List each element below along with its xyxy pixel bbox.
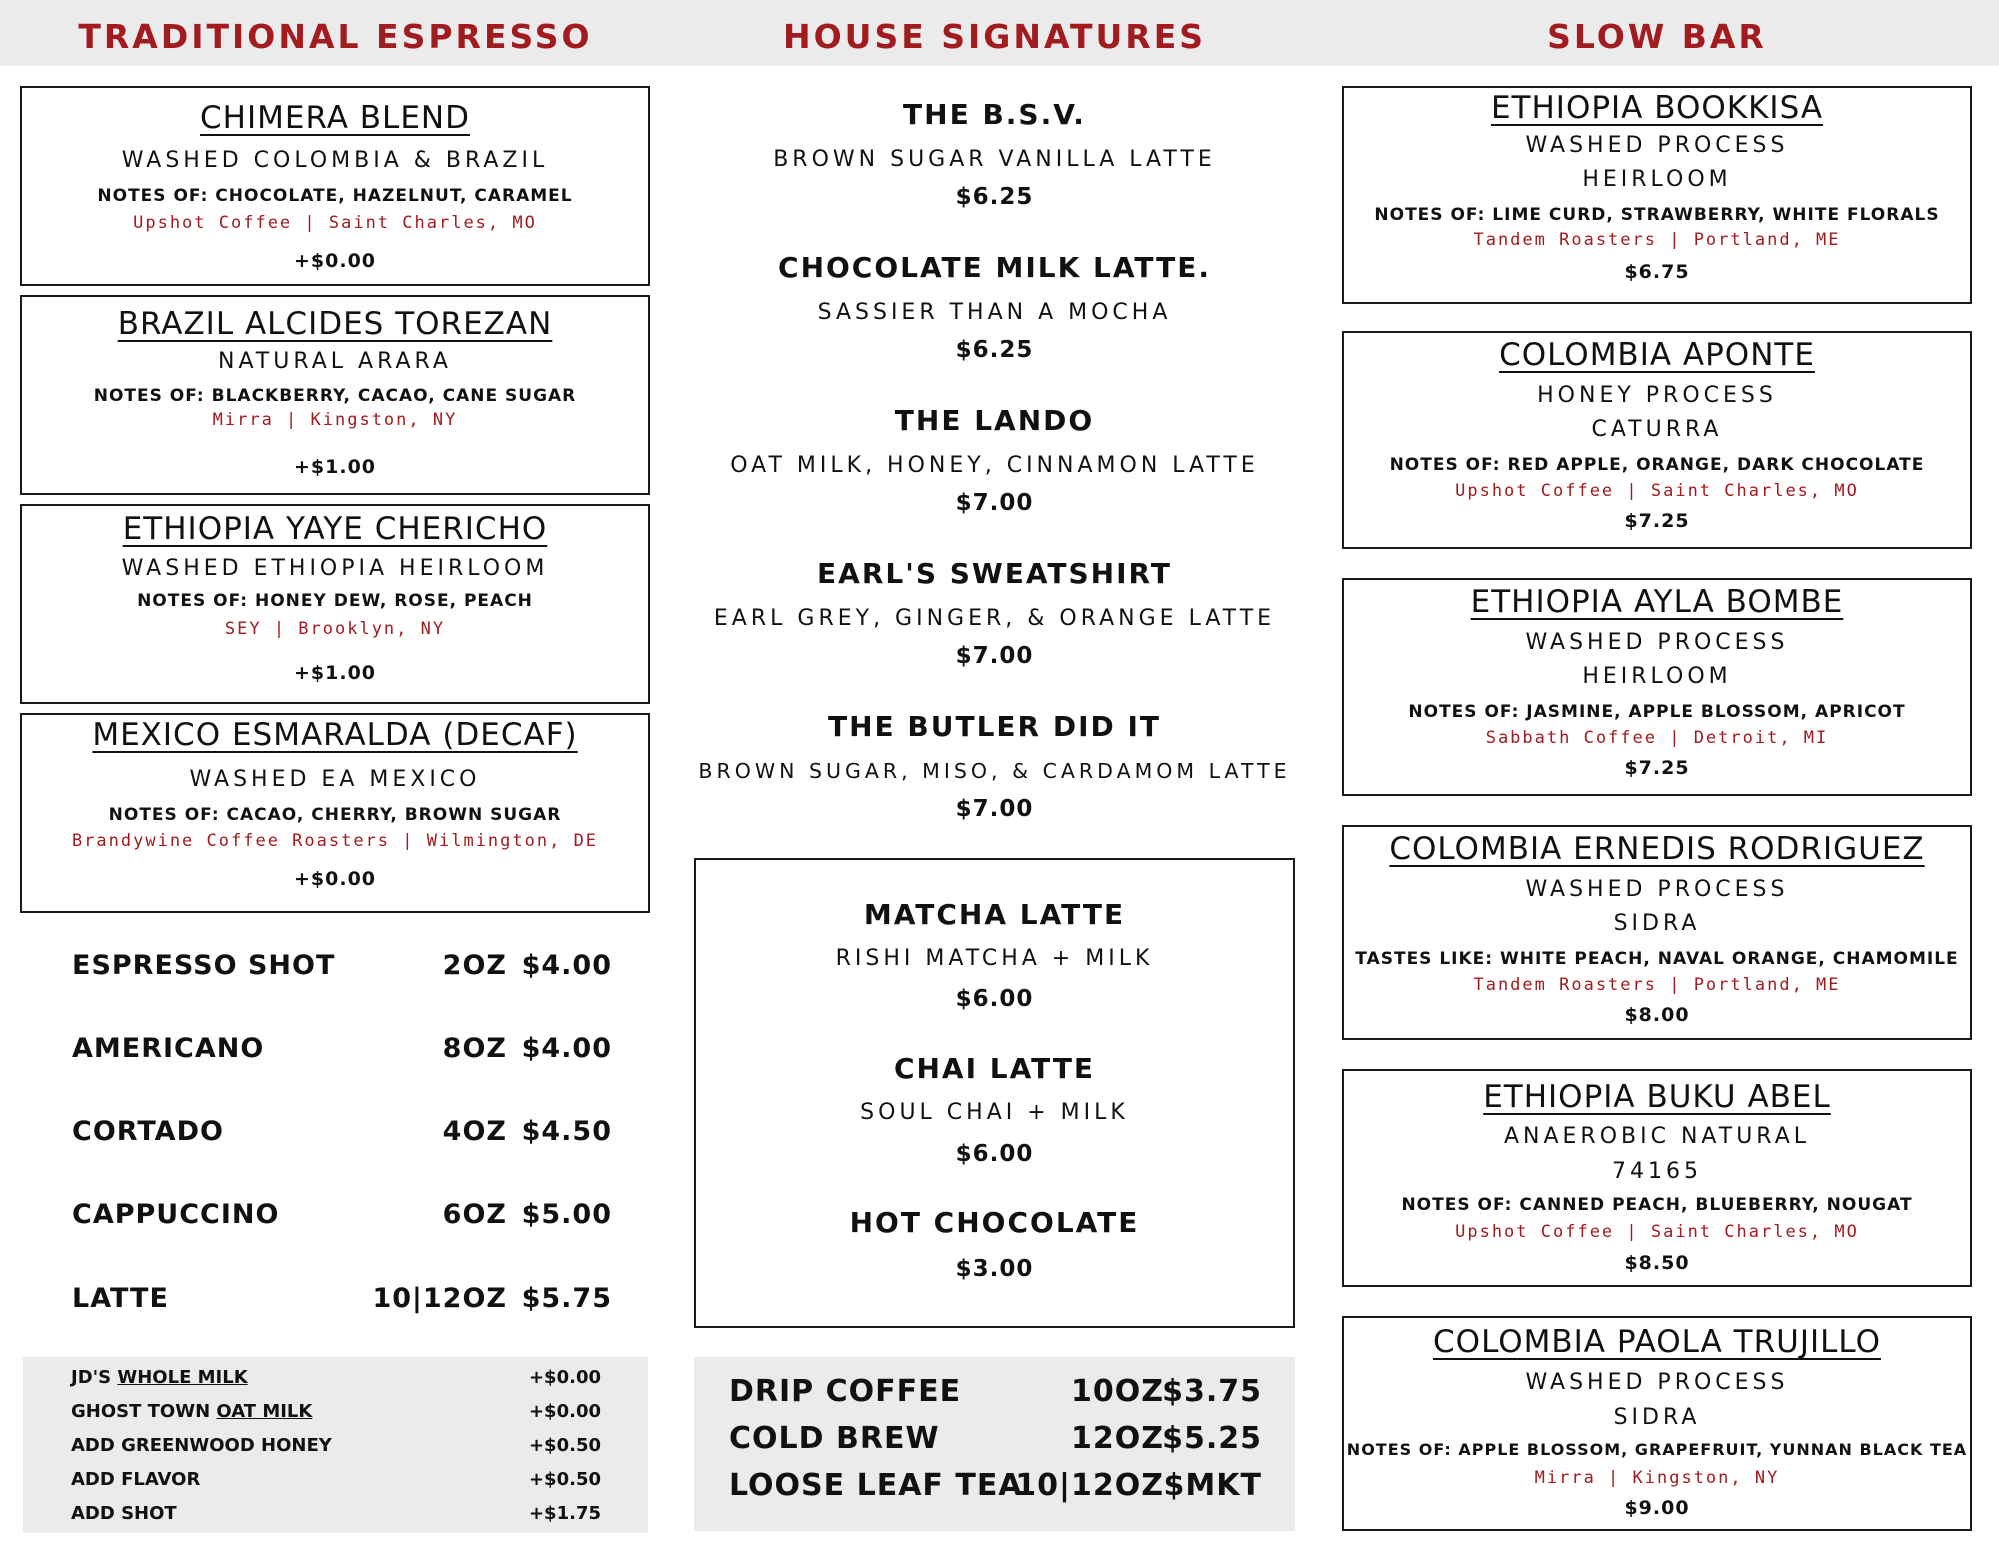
bean-notes: NOTES OF: CHOCOLATE, HAZELNUT, CARAMEL: [97, 186, 573, 206]
bean-name: ETHIOPIA YAYE CHERICHO: [122, 511, 548, 547]
signature-desc: BROWN SUGAR, MISO, & CARDAMOM LATTE: [698, 759, 1291, 783]
slow-bar-card: [1342, 825, 1972, 1040]
signature-price: $7.00: [955, 796, 1034, 822]
addon-prefix: JD'S: [71, 1367, 118, 1388]
slow-bar-roaster: Upshot Coffee | Saint Charles, MO: [1455, 481, 1859, 501]
slow-bar-name: COLOMBIA APONTE: [1499, 337, 1815, 373]
item-size: 6OZ: [442, 1199, 507, 1230]
signature-desc: EARL GREY, GINGER, & ORANGE LATTE: [713, 606, 1276, 631]
bean-price: +$0.00: [293, 250, 377, 272]
addon-price: +$0.00: [528, 1367, 601, 1388]
slow-bar-process: WASHED PROCESS: [1525, 133, 1789, 158]
item-price: $4.00: [521, 1033, 612, 1064]
addon-price: +$0.50: [528, 1469, 601, 1490]
item-size: 2OZ: [442, 950, 507, 981]
specialty-latte-box: [694, 858, 1295, 1328]
item-name: AMERICANO: [72, 1033, 265, 1064]
brewed-size: 12OZ: [1070, 1421, 1164, 1456]
brewed-row: [729, 1421, 1262, 1461]
menu-row-espresso-shot: [72, 950, 612, 990]
bean-notes: NOTES OF: CACAO, CHERRY, BROWN SUGAR: [108, 805, 562, 825]
addon-name: ADD SHOT: [71, 1503, 177, 1524]
signature-price: $6.25: [955, 184, 1034, 210]
addon-price: +$0.50: [528, 1435, 601, 1456]
addon-underlined: OAT MILK: [216, 1401, 313, 1422]
addon-name: ADD FLAVOR: [71, 1469, 201, 1490]
bean-roaster: Brandywine Coffee Roasters | Wilmington, DE: [71, 831, 599, 851]
bean-price: +$1.00: [293, 662, 377, 684]
menu-row-cappuccino: [72, 1199, 612, 1239]
addon-row: [71, 1503, 601, 1529]
slow-bar-card: [1342, 86, 1972, 304]
item-name: CAPPUCCINO: [72, 1199, 280, 1230]
slow-bar-notes: NOTES OF: APPLE BLOSSOM, GRAPEFRUIT, YUNNAN BLACK TEA: [1346, 1440, 1968, 1459]
brewed-size: 10|12OZ: [1015, 1468, 1164, 1503]
slow-bar-card: [1342, 578, 1972, 796]
slow-bar-name: COLOMBIA PAOLA TRUJILLO: [1433, 1324, 1881, 1360]
addon-name: [71, 1401, 312, 1422]
item-size: 10|12OZ: [372, 1283, 507, 1314]
bean-name: MEXICO ESMARALDA (DECAF): [92, 717, 578, 753]
espresso-bean-card: [20, 295, 650, 495]
slow-bar-notes: NOTES OF: RED APPLE, ORANGE, DARK CHOCOLATE: [1389, 455, 1925, 475]
header-slow-bar: SLOW BAR: [1547, 17, 1767, 56]
slow-bar-notes: NOTES OF: CANNED PEACH, BLUEBERRY, NOUGAT: [1401, 1195, 1913, 1215]
slow-bar-process: WASHED PROCESS: [1525, 1370, 1789, 1395]
bean-process: WASHED COLOMBIA & BRAZIL: [121, 148, 549, 173]
slow-bar-variety: HEIRLOOM: [1582, 167, 1732, 192]
slow-bar-variety: SIDRA: [1613, 1405, 1701, 1430]
signature-name: THE B.S.V.: [903, 98, 1086, 131]
bean-price: +$1.00: [293, 456, 377, 478]
bean-name: CHIMERA BLEND: [200, 100, 470, 136]
signature-price: $6.25: [955, 337, 1034, 363]
slow-bar-price: $7.25: [1624, 510, 1690, 532]
header-house-signatures: HOUSE SIGNATURES: [782, 17, 1207, 56]
slow-bar-notes: NOTES OF: LIME CURD, STRAWBERRY, WHITE FLORALS: [1374, 205, 1940, 225]
brewed-name: COLD BREW: [729, 1421, 940, 1456]
addon-price: +$0.00: [528, 1401, 601, 1422]
bean-process: WASHED ETHIOPIA HEIRLOOM: [121, 556, 549, 581]
specialty-name: CHAI LATTE: [893, 1052, 1096, 1085]
slow-bar-variety: CATURRA: [1591, 417, 1723, 442]
espresso-bean-card: [20, 86, 650, 286]
signature-desc: OAT MILK, HONEY, CINNAMON LATTE: [730, 453, 1259, 478]
brewed-size: 10OZ: [1070, 1374, 1164, 1409]
slow-bar-notes: TASTES LIKE: WHITE PEACH, NAVAL ORANGE, CHAMOMILE: [1355, 949, 1959, 969]
slow-bar-name: ETHIOPIA AYLA BOMBE: [1470, 584, 1844, 620]
brewed-price: $5.25: [1162, 1421, 1262, 1456]
brewed-name: LOOSE LEAF TEA: [729, 1468, 1023, 1503]
brewed-price: $3.75: [1162, 1374, 1262, 1409]
slow-bar-variety: HEIRLOOM: [1582, 664, 1732, 689]
addons-panel: [23, 1357, 648, 1533]
slow-bar-name: COLOMBIA ERNEDIS RODRIGUEZ: [1389, 831, 1925, 867]
item-price: $5.00: [521, 1199, 612, 1230]
brewed-name: DRIP COFFEE: [729, 1374, 962, 1409]
item-price: $5.75: [521, 1283, 612, 1314]
slow-bar-process: ANAEROBIC NATURAL: [1503, 1124, 1811, 1149]
bean-price: +$0.00: [293, 868, 377, 890]
item-price: $4.50: [521, 1116, 612, 1147]
slow-bar-name: ETHIOPIA BUKU ABEL: [1483, 1079, 1831, 1115]
addon-price: +$1.75: [528, 1503, 601, 1524]
slow-bar-variety: SIDRA: [1613, 911, 1701, 936]
bean-process: NATURAL ARARA: [218, 349, 452, 374]
slow-bar-roaster: Tandem Roasters | Portland, ME: [1473, 230, 1841, 250]
bean-notes: NOTES OF: BLACKBERRY, CACAO, CANE SUGAR: [93, 386, 577, 406]
slow-bar-card: [1342, 331, 1972, 549]
slow-bar-process: HONEY PROCESS: [1537, 383, 1777, 408]
specialty-price: $3.00: [955, 1256, 1034, 1282]
signature-desc: BROWN SUGAR VANILLA LATTE: [773, 147, 1216, 172]
specialty-desc: RISHI MATCHA + MILK: [835, 946, 1154, 971]
signature-name: THE BUTLER DID IT: [827, 710, 1162, 743]
slow-bar-roaster: Tandem Roasters | Portland, ME: [1473, 975, 1841, 995]
bean-roaster: Upshot Coffee | Saint Charles, MO: [133, 213, 537, 233]
slow-bar-process: WASHED PROCESS: [1525, 630, 1789, 655]
item-name: LATTE: [72, 1283, 169, 1314]
item-size: 8OZ: [442, 1033, 507, 1064]
signature-desc: SASSIER THAN A MOCHA: [817, 300, 1172, 325]
addon-row: [71, 1435, 601, 1461]
slow-bar-notes: NOTES OF: JASMINE, APPLE BLOSSOM, APRICOT: [1408, 702, 1906, 722]
item-name: ESPRESSO SHOT: [72, 950, 336, 981]
slow-bar-price: $6.75: [1624, 261, 1690, 283]
slow-bar-price: $8.00: [1624, 1004, 1690, 1026]
slow-bar-card: [1342, 1069, 1972, 1287]
item-name: CORTADO: [72, 1116, 224, 1147]
addon-prefix: GHOST TOWN: [71, 1401, 217, 1422]
specialty-price: $6.00: [955, 1141, 1034, 1167]
slow-bar-price: $7.25: [1624, 757, 1690, 779]
brewed-panel: [694, 1357, 1295, 1531]
addon-row: [71, 1469, 601, 1495]
header-traditional-espresso: TRADITIONAL ESPRESSO: [78, 17, 593, 56]
brewed-row: [729, 1374, 1262, 1414]
signature-name: EARL'S SWEATSHIRT: [817, 557, 1172, 590]
menu-row-americano: [72, 1033, 612, 1073]
specialty-desc: SOUL CHAI + MILK: [860, 1100, 1129, 1125]
slow-bar-card: [1342, 1316, 1972, 1531]
menu-row-cortado: [72, 1116, 612, 1156]
bean-roaster: SEY | Brooklyn, NY: [224, 619, 446, 639]
addon-name: ADD GREENWOOD HONEY: [71, 1435, 332, 1456]
espresso-bean-card: [20, 504, 650, 704]
menu-row-latte: [72, 1283, 612, 1323]
addon-row: [71, 1401, 601, 1427]
item-price: $4.00: [521, 950, 612, 981]
addon-name: [71, 1367, 248, 1388]
specialty-name: HOT CHOCOLATE: [849, 1206, 1140, 1239]
slow-bar-price: $8.50: [1624, 1252, 1690, 1274]
slow-bar-roaster: Mirra | Kingston, NY: [1534, 1468, 1780, 1488]
specialty-name: MATCHA LATTE: [863, 898, 1126, 931]
slow-bar-roaster: Upshot Coffee | Saint Charles, MO: [1455, 1222, 1859, 1242]
slow-bar-process: WASHED PROCESS: [1525, 877, 1789, 902]
addon-underlined: WHOLE MILK: [117, 1367, 248, 1388]
bean-roaster: Mirra | Kingston, NY: [212, 410, 458, 430]
slow-bar-variety: 74165: [1612, 1159, 1702, 1184]
item-size: 4OZ: [442, 1116, 507, 1147]
slow-bar-name: ETHIOPIA BOOKKISA: [1490, 90, 1824, 126]
brewed-row: [729, 1468, 1262, 1508]
slow-bar-roaster: Sabbath Coffee | Detroit, MI: [1485, 728, 1829, 748]
signature-price: $7.00: [955, 643, 1034, 669]
signature-name: THE LANDO: [894, 404, 1095, 437]
signature-name: CHOCOLATE MILK LATTE.: [778, 251, 1211, 284]
addon-row: [71, 1367, 601, 1393]
bean-name: BRAZIL ALCIDES TOREZAN: [117, 306, 553, 342]
signature-price: $7.00: [955, 490, 1034, 516]
slow-bar-price: $9.00: [1624, 1497, 1690, 1519]
specialty-price: $6.00: [955, 986, 1034, 1012]
bean-process: WASHED EA MEXICO: [189, 767, 481, 792]
brewed-price: $MKT: [1163, 1468, 1262, 1503]
bean-notes: NOTES OF: HONEY DEW, ROSE, PEACH: [137, 591, 533, 611]
espresso-bean-card: [20, 713, 650, 913]
